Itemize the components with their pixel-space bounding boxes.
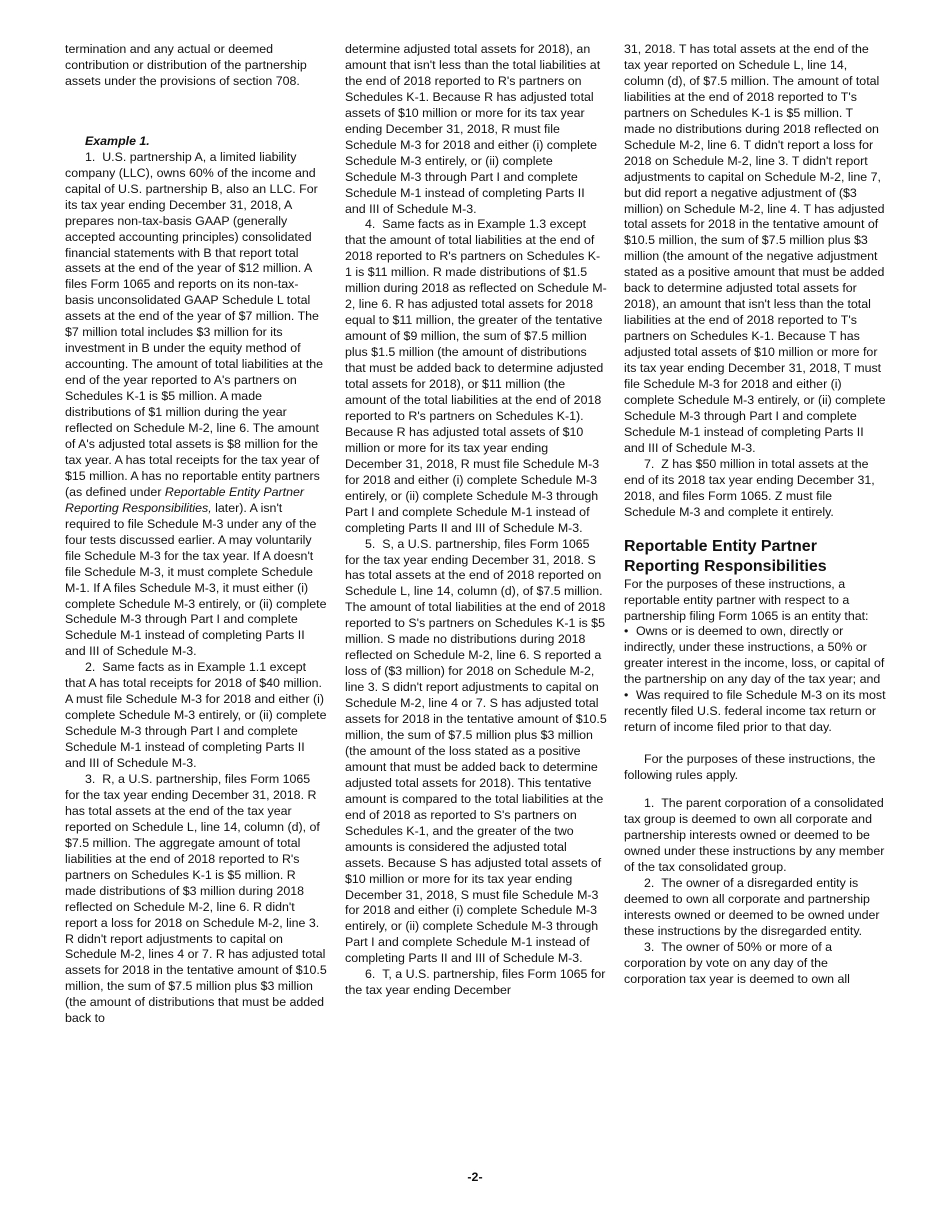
page-number: -2- bbox=[467, 1170, 483, 1184]
section-heading: Reportable Entity Partner Reporting Responsibilities bbox=[624, 537, 827, 575]
example-1-7: 7. Z has $50 million in total assets at the end of its 2018 tax year ending December 31, 2018, and files Form 1065. Z must file Schedule M-3 and complete it entirely. bbox=[624, 456, 875, 519]
bullet-item: • Owns or is deemed to own, directly or indirectly, under these instructions, a 50% or greater interest in the income, loss, or capital of the partnership on any day of the tax year; and bbox=[624, 624, 885, 687]
section-intro: For the purposes of these instructions, a reportable entity partner with respect to a partnership filing Form 1065 is an entity that: bbox=[624, 576, 869, 623]
rule-3: 3. The owner of 50% or more of a corporation by vote on any day of the corporation tax year is deemed to own all bbox=[624, 939, 850, 986]
example-1-6-continued: 31, 2018. T has total assets at the end of the tax year reported on Schedule L, line 14, column (d), of $7.5 million. The amount of total liabilities at the end of 2018 reported to T's partners on Schedules K-1 is $5 million. T made no distributions during 2018 reflected on Schedule M-2, line 6. T didn't report a loss for 2018 on Schedule M-2, line 3. T didn't report adjustments to capital on Schedule M-2, line 7, but did report a negative adjustment of ($3 million) on Schedule M-2, line 4. T has adjusted total assets for 2018 in the tentative amount of $10.5 million, the sum of $7.5 million plus $3 million (the amount of the negative adjustment stated as a positive amount that must be added back to determine adjusted total assets for 2018), an amount that isn't less than the total liabilities at the end of 2018 reported to T's partners on Schedules K-1. Because T has adjusted total assets of $10 million or more for its tax year ending December 31, 2018, T must file Schedule M-3 for 2018 and either (i) complete Schedule M-3 entirely, or (ii) complete Schedule M-3 through Part I and complete Schedule M-1 instead of completing Parts II and III of Schedule M-3. bbox=[624, 42, 886, 455]
example-heading: Example 1. bbox=[85, 133, 150, 148]
example-1-6: 6. T, a U.S. partnership, files Form 1065 for the tax year ending December bbox=[345, 967, 606, 998]
example-1-3: 3. R, a U.S. partnership, files Form 1065 for the tax year ending December 31, 2018. R has total assets at the end of the tax year reported on Schedule L, line 14, column (d), of $7.5 million. The aggregate amount of total liabilities at the end of 2018 reported to R's partners on Schedules K-1 is $5 million. R made distributions of $3 million during 2018 reflected on Schedule M-2, line 6. R didn't report a loss for 2018 on Schedule M-2, line 3. R didn't report adjustments to capital on Schedule M-2, lines 4 or 7. R has adjusted total assets for 2018 in the tentative amount of $10.5 million, the sum of $7.5 million plus $3 million (the amount of distributions that must be added back to bbox=[65, 771, 327, 1026]
column-left bbox=[65, 42, 327, 1027]
example-1-1: 1. U.S. partnership A, a limited liability company (LLC), owns 60% of the income and capital of U.S. partnership B, also an LLC. For its tax year ending December 31, 2018, A prepares non-tax-basis GAAP (generally accepted accounting principles) consolidated financial statements with B that report total assets at the end of the year of $12 million. A files Form 1065 and reports on its non-tax-basis unconsolidated GAAP Schedule L total assets at the end of the year of $7 million. The $7 million total includes $3 million for its investment in B under the equity method of accounting. The amount of total liabilities at the end of the year reported to A's partners on Schedules K-1 is $5 million. A made distributions of $1 million during the year reflected on Schedule M-2, line 6. The amount of A's adjusted total assets is $8 million for the tax year. A has total receipts for the tax year of $15 million. A has no reportable entity partners (as defined under Reportable Entity Partner Reporting Responsibilities, later). A isn't required to file Schedule M-3 under any of the four tests discussed earlier. A may voluntarily file Schedule M-3 for the tax year. If A doesn't file Schedule M-3, it must complete Schedule M-1. If A files Schedule M-3, it must either (i) complete Schedule M-3 entirely, or (ii) complete Schedule M-3 through Part I and complete Schedule M-1 instead of completing Parts II and III of Schedule M-3. bbox=[65, 149, 327, 659]
paragraph-section-708: termination and any actual or deemed contribution or distribution of the partnership assets under the provisions of section 708. bbox=[65, 42, 307, 88]
reportable-entity-reference: Reportable Entity Partner Reporting Responsibilities, bbox=[65, 484, 305, 515]
example-1-4: 4. Same facts as in Example 1.3 except that the amount of total liabilities at the end of 2018 reported to R's partners on Schedules K-1 is $11 million. R made distributions of $1.5 million during 2018 as reflected on Schedule M-2, line 6. R has adjusted total assets for 2018 equal to $11 million, the greater of the tentative amount of $9 million, the sum of $7.5 million plus $1.5 million (the amount of distributions that must be added back to determine adjusted total assets for 2018), or $11 million (the amount of the total liabilities at the end of 2018 reported to R's partners on Schedules K-1). Because R has adjusted total assets of $10 million or more for its tax year ending December 31, 2018, R must file Schedule M-3 for 2018 and either (i) complete Schedule M-3 entirely, or (ii) complete Schedule M-3 through Part I and complete Schedule M-1 instead of completing Parts II and III of Schedule M-3. bbox=[345, 217, 607, 535]
bullet-icon: • bbox=[624, 624, 629, 639]
example-1-2: 2. Same facts as in Example 1.1 except that A has total receipts for 2018 of $40 million. A must file Schedule M-3 for 2018 and either (i) complete Schedule M-3 entirely, or (ii) complete Schedule M-3 through Part I and complete Schedule M-1 instead of completing Parts II and III of Schedule M-3. bbox=[65, 660, 327, 771]
rule-1: 1. The parent corporation of a consolidated tax group is deemed to own all corporate and partnership interests owned or deemed to be owned under these instructions by any member of the tax consolidated group. bbox=[624, 796, 885, 874]
rule-2: 2. The owner of a disregarded entity is deemed to own all corporate and partnership interests owned or deemed to be owned under these instructions by the disregarded entity. bbox=[624, 875, 880, 938]
bullet-icon: • bbox=[624, 688, 629, 703]
example-1-3-continued: determine adjusted total assets for 2018), an amount that isn't less than the total liabilities at the end of 2018 reported to R's partners on Schedules K-1. Because R has adjusted total assets of $10 million or more for its tax year ending December 31, 2018, R must file Schedule M-3 for 2018 and either (i) complete Schedule M-3 entirely, or (ii) complete Schedule M-3 through Part I and complete Schedule M-1 instead of completing Parts II and III of Schedule M-3. bbox=[345, 42, 601, 216]
rules-intro: For the purposes of these instructions, the following rules apply. bbox=[624, 752, 876, 783]
bullet-item: • Was required to file Schedule M-3 on its most recently filed U.S. federal income tax return or return of income filed prior to that day. bbox=[624, 688, 886, 735]
column-right bbox=[624, 42, 886, 987]
example-1-5: 5. S, a U.S. partnership, files Form 1065 for the tax year ending December 31, 2018. S has total assets at the end of 2018 reported on Schedule L, line 14, column (d), of $7.5 million. The amount of total liabilities at the end of 2018 reported to S's partners on Schedules K-1 is $5 million. S made no distributions during 2018 reflected on Schedule M-2, line 6. S reported a loss of ($3 million) for 2018 on Schedule M-2, line 3. S didn't report adjustments to capital on Schedule M-2, line 4 or 7. S has adjusted total assets for 2018 in the tentative amount of $10.5 million, the sum of $7.5 million plus $3 million (the amount of the loss stated as a positive amount that must be added back to determine adjusted total assets for 2018). This tentative amount is compared to the total liabilities at the end of 2018 as reported to S's partners on Schedules K-1, and the greater of the two amounts is considered the adjusted total assets. Because S has adjusted total assets of $10 million or more for its tax year ending December 31, 2018, S must file Schedule M-3 for 2018 and either (i) complete Schedule M-3 entirely, or (ii) complete Schedule M-3 through Part I and complete Schedule M-1 instead of completing Parts II and III of Schedule M-3. bbox=[345, 536, 607, 966]
column-middle bbox=[345, 42, 607, 999]
